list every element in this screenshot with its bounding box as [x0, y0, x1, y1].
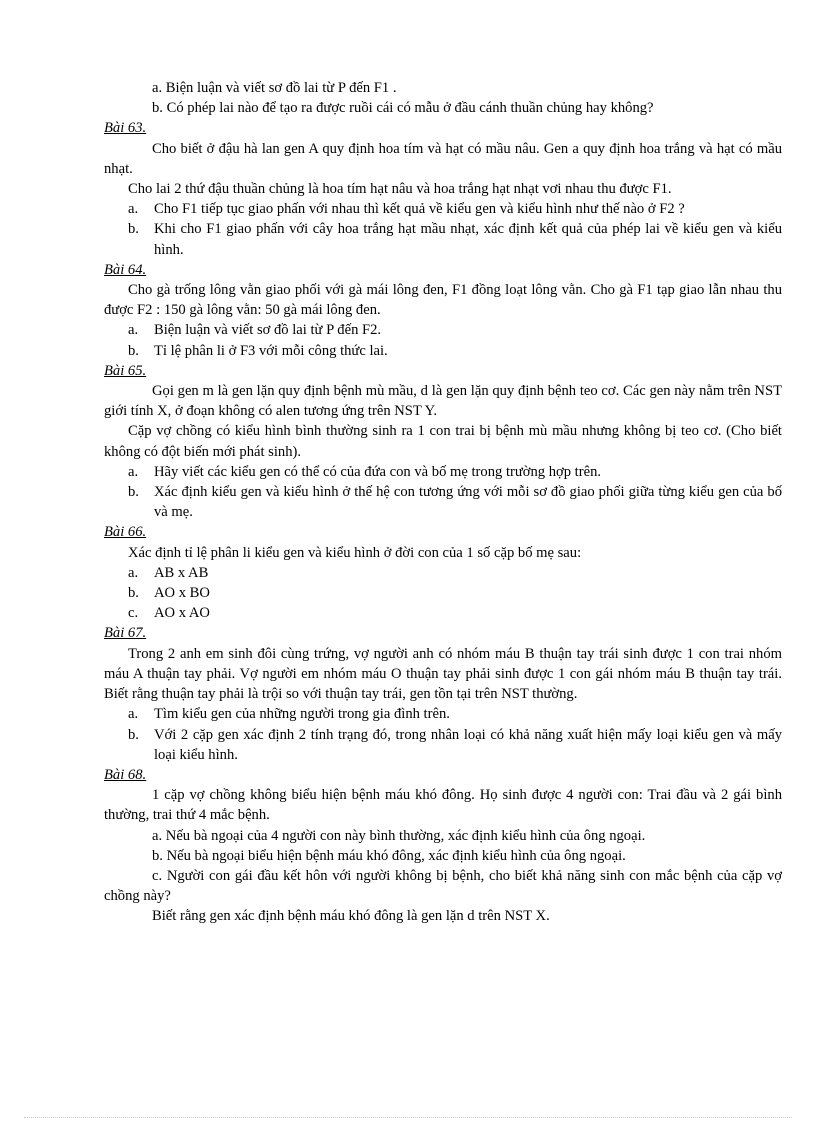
exercise-65-heading: Bài 65. — [104, 362, 147, 379]
list-text: Biện luận và viết sơ đồ lai từ P đến F2. — [154, 322, 382, 339]
exercise-64-heading: Bài 64. — [104, 261, 147, 278]
exercise-65-item-b — [104, 482, 782, 522]
exercise-63-heading: Bài 63. — [104, 120, 147, 137]
list-text: Cho F1 tiếp tục giao phấn với nhau thì kết quả về kiểu gen và kiểu hình như thế nào ở F2 ? — [154, 201, 685, 218]
list-text: AO x BO — [154, 585, 210, 602]
list-marker: c. — [128, 605, 139, 622]
exercise-68-item-b: b. Nếu bà ngoại biểu hiện bệnh máu khó đông, xác định kiểu hình của ông ngoại. — [152, 847, 626, 864]
intro-item-a: a. Biện luận và viết sơ đồ lai từ P đến F1 . — [152, 80, 397, 96]
exercise-65-paragraph-1: Gọi gen m là gen lặn quy định bệnh mù mầu, d là gen lặn quy định bệnh teo cơ. Các gen này nằm trên NST giới tính X, ở đoạn không có alen tương ứng trên NST Y. — [104, 383, 782, 420]
exercise-67-item-a — [104, 704, 782, 724]
exercise-66-paragraph-1: Xác định tỉ lệ phân li kiểu gen và kiểu hình ở đời con của 1 số cặp bố mẹ sau: — [128, 544, 582, 561]
list-marker: a. — [128, 463, 139, 480]
list-text: AB x AB — [154, 564, 209, 581]
exercise-66-item-c — [104, 603, 782, 623]
list-text: Xác định kiểu gen và kiểu hình ở thế hệ con tương ứng với mỗi sơ đồ giao phối giữa từng kiểu gen của bố và mẹ. — [154, 484, 782, 521]
exercise-65-paragraph-2: Cặp vợ chồng có kiểu hình bình thường sinh ra 1 con trai bị bệnh mù mầu nhưng không bị teo cơ. (Cho biết không có đột biến mới phát sinh). — [104, 423, 782, 460]
exercise-64-paragraph-1: Cho gà trống lông vằn giao phối với gà mái lông đen, F1 đồng loạt lông vằn. Cho gà F1 tạp giao lẫn nhau thu được F2 : 150 gà lông vằn: 50 gà mái lông đen. — [104, 282, 782, 319]
list-marker: a. — [128, 201, 139, 218]
list-marker: b. — [128, 585, 139, 602]
exercise-64-item-a — [104, 320, 782, 340]
list-marker: b. — [128, 484, 139, 501]
list-text: Khi cho F1 giao phấn với cây hoa trắng hạt mầu nhạt, xác định kết quả của phép lai về kiểu gen và kiểu hình. — [154, 221, 782, 258]
list-text: AO x AO — [154, 605, 210, 622]
exercise-63-paragraph-1: Cho biết ở đậu hà lan gen A quy định hoa tím và hạt có mầu nâu. Gen a quy định hoa trắng và hạt có mầu nhạt. — [104, 140, 782, 177]
footer-divider — [24, 1117, 792, 1118]
exercise-68-paragraph-2: Biết rằng gen xác định bệnh máu khó đông là gen lặn d trên NST X. — [152, 908, 550, 925]
list-text: Tìm kiểu gen của những người trong gia đình trên. — [154, 706, 450, 723]
exercise-68-item-c: c. Người con gái đầu kết hôn với người không bị bệnh, cho biết khả năng sinh con mắc bệnh của cặp vợ chồng này? — [104, 867, 782, 905]
exercise-68-paragraph-1: 1 cặp vợ chồng không biểu hiện bệnh máu khó đông. Họ sinh được 4 người con: Trai đầu và 2 gái bình thường, trai thứ 4 mắc bệnh. — [104, 787, 782, 824]
list-text: Tỉ lệ phân li ở F3 với mỗi công thức lai. — [154, 342, 388, 359]
exercise-64-item-b — [104, 341, 782, 361]
list-marker: a. — [128, 322, 139, 339]
exercise-67-paragraph-1: Trong 2 anh em sinh đôi cùng trứng, vợ người anh có nhóm máu B thuận tay trái sinh được 1 con trai nhóm máu A thuận tay phải. Vợ người em nhóm máu O thuận tay phải sinh được 1 con gái nhóm máu B thuận tay trái. Biết rằng thuận tay phải là trội so với thuận tay trái, gen tồn tại trên NST thường. — [104, 645, 782, 703]
list-text: Với 2 cặp gen xác định 2 tính trạng đó, trong nhân loại có khả năng xuất hiện mấy loại kiểu gen và mấy loại kiểu hình. — [154, 726, 782, 763]
exercise-66-item-a — [104, 563, 782, 583]
list-marker: b. — [128, 342, 139, 359]
intro-item-b: b. Có phép lai nào để tạo ra được ruồi cái có mẫu ở đầu cánh thuần chủng hay không? — [152, 100, 654, 117]
document-body — [104, 78, 782, 927]
list-marker: b. — [128, 221, 139, 238]
exercise-68-item-a: a. Nếu bà ngoại của 4 người con này bình thường, xác định kiểu hình của ông ngoại. — [152, 827, 646, 844]
exercise-68-heading: Bài 68. — [104, 766, 147, 783]
list-marker: b. — [128, 726, 139, 743]
exercise-67-heading: Bài 67. — [104, 625, 147, 642]
list-marker: a. — [128, 706, 139, 723]
exercise-63-item-a — [104, 199, 782, 219]
exercise-63-paragraph-2: Cho lai 2 thứ đậu thuần chủng là hoa tím hạt nâu và hoa trắng hạt nhạt vơi nhau thu được F1. — [128, 181, 672, 198]
exercise-67-item-b — [104, 725, 782, 765]
exercise-66-item-b — [104, 583, 782, 603]
list-marker: a. — [128, 564, 139, 581]
exercise-65-item-a — [104, 462, 782, 482]
exercise-66-heading: Bài 66. — [104, 524, 147, 541]
exercise-63-item-b — [104, 219, 782, 259]
list-text: Hãy viết các kiểu gen có thể có của đứa con và bố mẹ trong trường hợp trên. — [154, 463, 602, 480]
